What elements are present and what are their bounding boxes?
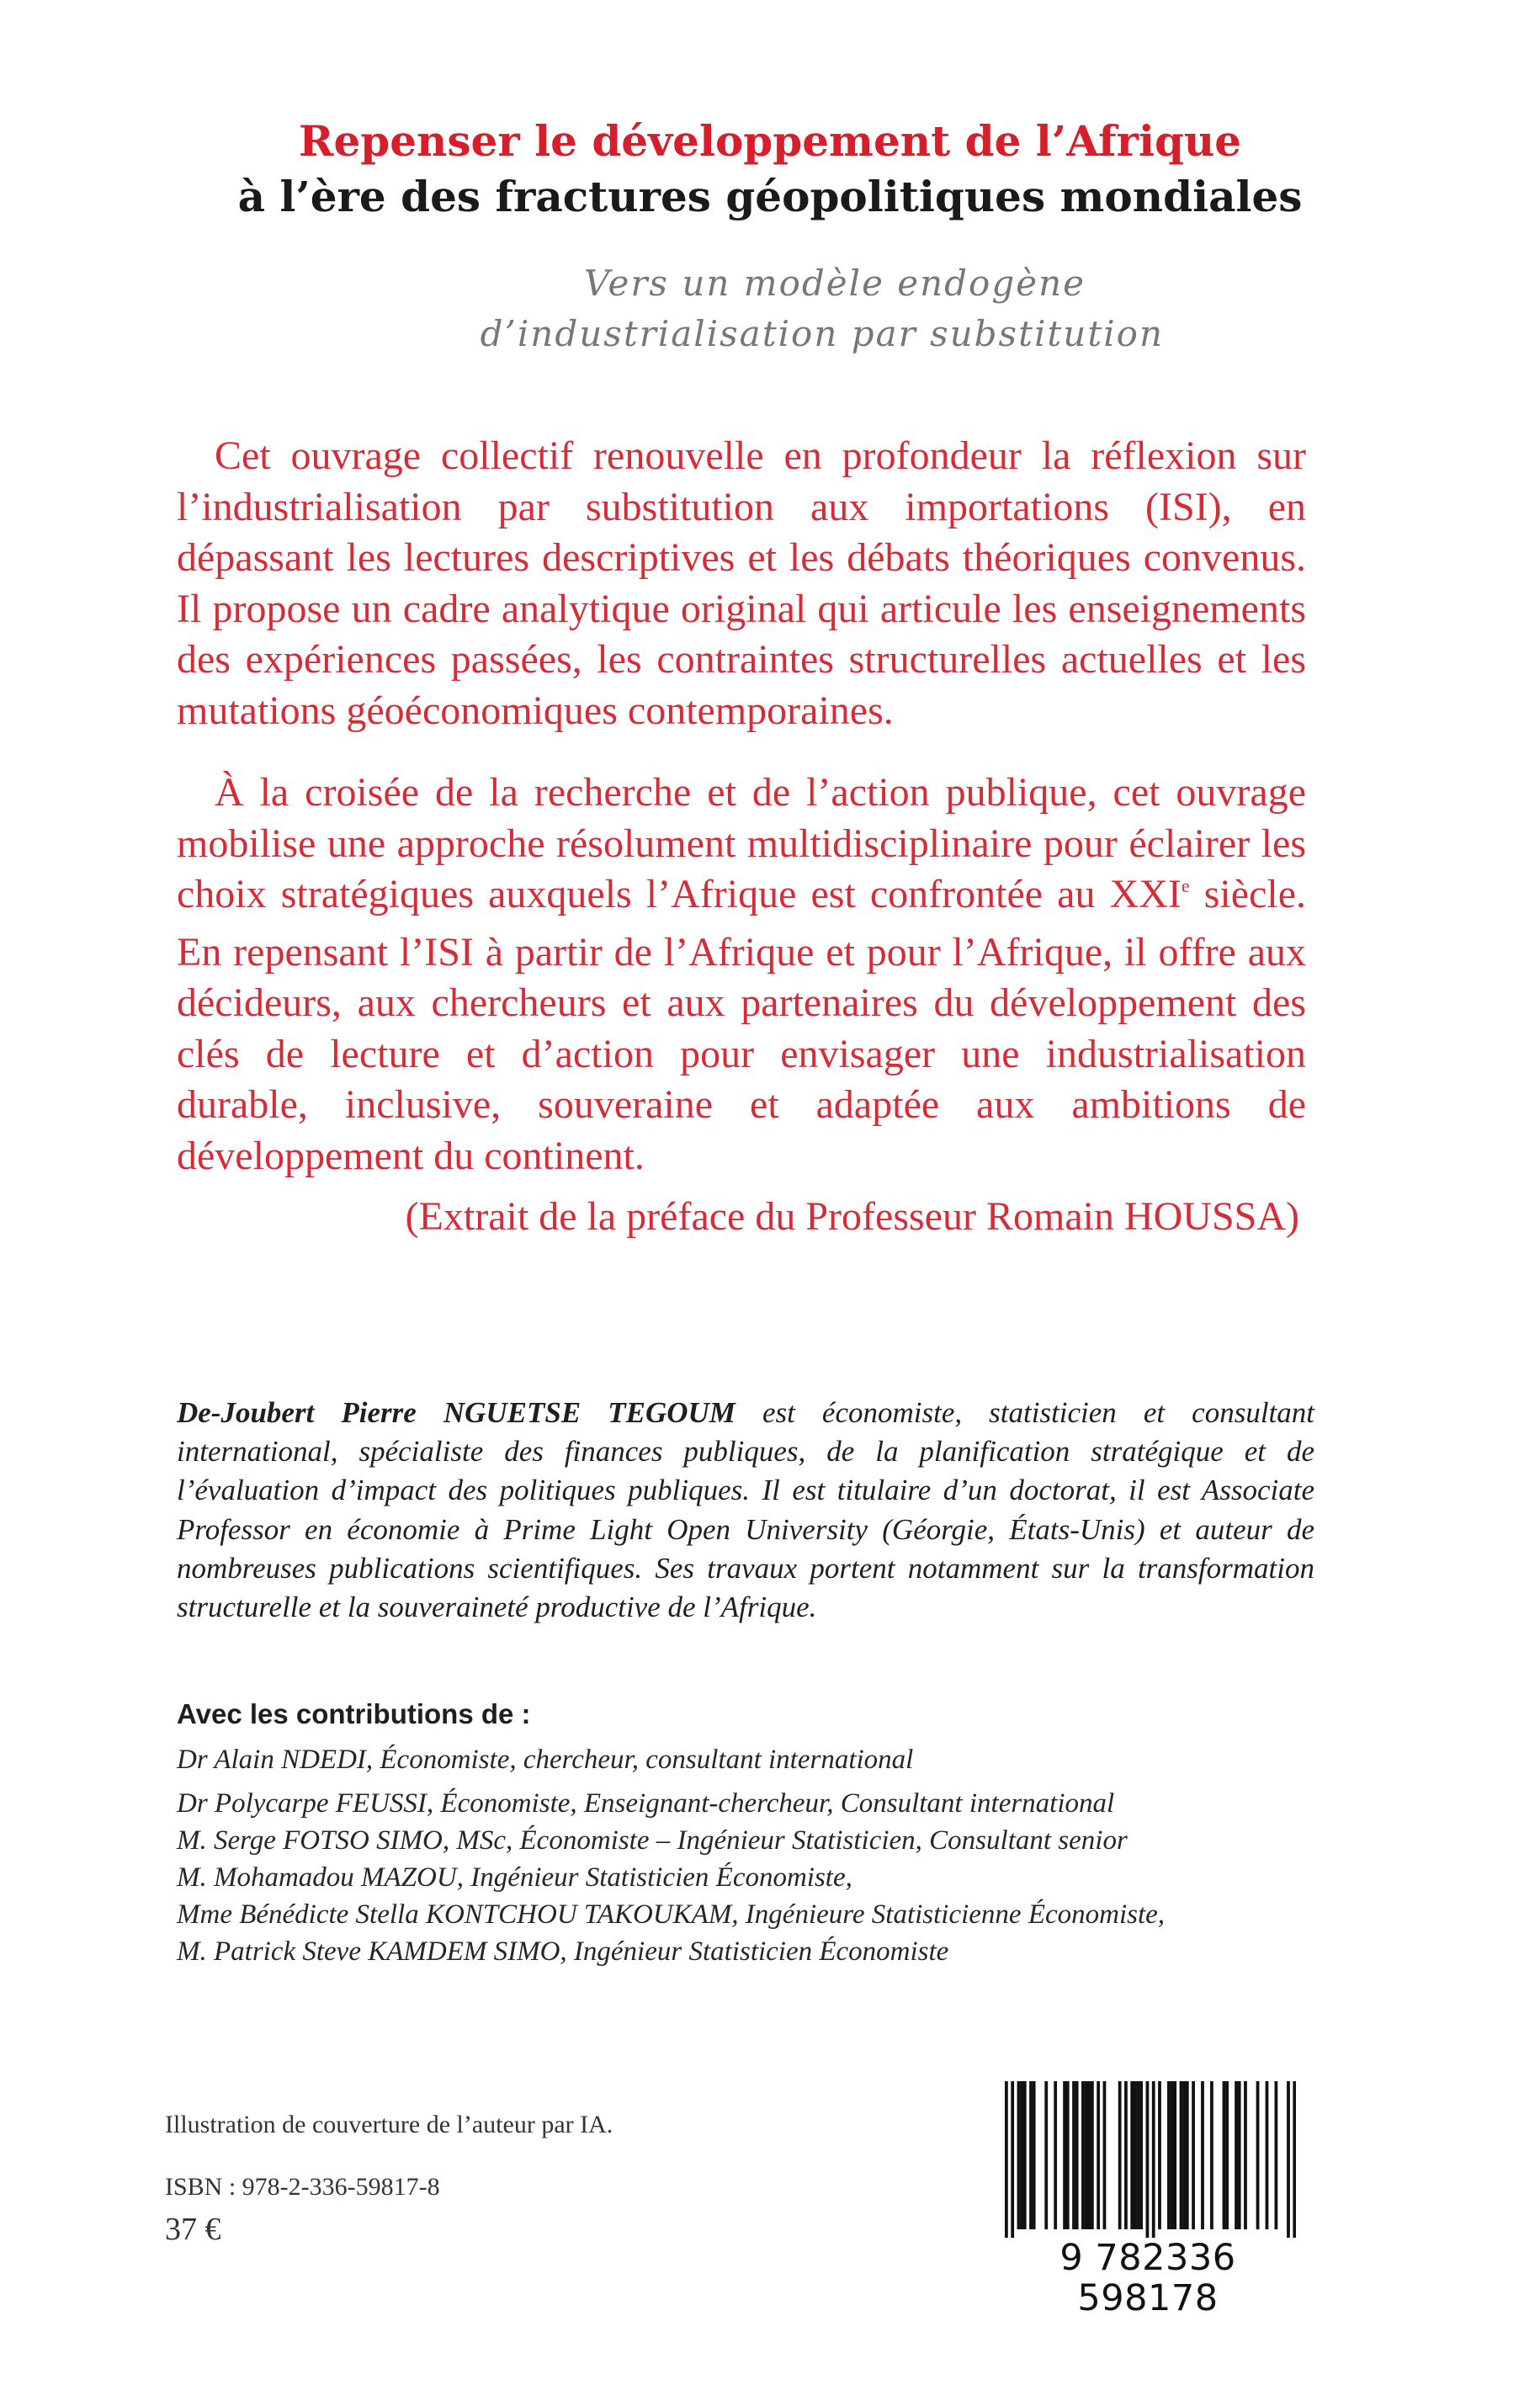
barcode-bar [1225,2081,1229,2229]
barcode-bar [1085,2081,1088,2229]
barcode-bar [1201,2081,1204,2229]
contributor-item: Dr Polycarpe FEUSSI, Économiste, Enseignant-chercheur, Consultant international [177,1788,1115,1819]
contributor-item: M. Patrick Steve KAMDEM SIMO, Ingénieur Statisticien Économiste [177,1936,949,1967]
contributor-item: M. Serge FOTSO SIMO, MSc, Économiste – Ingénieur Statisticien, Consultant senior [177,1825,1128,1856]
barcode-bar [1158,2081,1161,2229]
blurb-paragraph-1 [177,431,1306,736]
barcode-bar [1235,2081,1238,2229]
barcode-bar [1063,2081,1066,2229]
barcode-bar [1087,2081,1091,2229]
barcode-bar [1081,2081,1085,2229]
barcode-bar [1186,2081,1189,2229]
contributor-item: Dr Alain NDEDI, Économiste, chercheur, consultant international [177,1745,914,1775]
isbn: ISBN : 978-2-336-59817-8 [165,2173,440,2201]
barcode-bar [1137,2081,1140,2229]
contributor-item: M. Mohamadou MAZOU, Ingénieur Statisticien Économiste, [177,1862,852,1893]
barcode-bar [1293,2081,1296,2238]
barcode-bar [1072,2081,1075,2229]
barcode-bar [1171,2081,1174,2229]
subtitle-line-1: Vers un modèle endogène [584,263,1086,304]
blurb-paragraph-2-text-b: siècle. En repensant l’ISI à partir de l’Afrique et pour l’Afrique, il offre aux décideurs, aux chercheurs et aux partenaires du développement des clés de lecture et d’action pour envisager une industrialisation durable, inclusive, souveraine et adaptée aux ambitions de développement du continent. [177,872,1307,1178]
barcode-bar [1091,2081,1094,2229]
contributions-heading: Avec les contributions de : [177,1698,531,1729]
barcode-bar [1152,2081,1155,2238]
barcode-bar [1146,2081,1150,2238]
barcode-bar [1192,2081,1195,2229]
barcode-bar [1238,2081,1241,2229]
contributor-item: Mme Bénédicte Stella KONTCHOU TAKOUKAM, Ingénieure Statisticienne Économiste, [177,1899,1166,1930]
barcode [986,2081,1309,2319]
subtitle-line-2: d’industrialisation par substitution [480,313,1164,354]
contributions-list [177,1741,1165,1970]
barcode-bar [1020,2081,1023,2229]
barcode-bar [1139,2081,1143,2229]
barcode-bar [1256,2081,1260,2229]
barcode-bar [1029,2081,1033,2229]
barcode-bar [1005,2081,1008,2238]
barcode-bar [1033,2081,1036,2229]
barcode-bar [1130,2081,1134,2229]
blurb-paragraph-1-text: Cet ouvrage collectif renouvelle en profondeur la réflexion sur l’industrialisation par substitution aux importations (ISI), en dépassant les lectures descriptives et les débats théoriques convenus. Il propose un cadre analytique original qui articule les enseignements des expériences passées, les contraintes structurelles actuelles et les mutations géoéconomiques contemporaines. [177,433,1306,733]
barcode-bar [1017,2081,1021,2229]
blurb-paragraph-2 [177,768,1306,1182]
barcode-bar [1287,2081,1290,2238]
barcode-bar [1210,2081,1213,2229]
barcode-bar [1075,2081,1079,2229]
century-superscript: e [1181,875,1190,896]
barcode-bar [1103,2081,1107,2229]
barcode-bar [1134,2081,1137,2229]
barcode-bar [1182,2081,1186,2229]
barcode-bar [1173,2081,1176,2229]
barcode-bar [1180,2081,1183,2229]
barcode-bar [1054,2081,1057,2229]
author-name: De-Joubert Pierre NGUETSE TEGOUM [177,1396,735,1429]
barcode-bar [1223,2081,1226,2229]
barcode-bar [1023,2081,1027,2229]
price: 37 € [165,2212,221,2247]
barcode-bar [1097,2081,1100,2229]
blurb-paragraph-2-text-a: À la croisée de la recherche et de l’action publique, cet ouvrage mobilise une approche résolument multidisciplinaire pour éclairer les choix stratégiques auxquels l’Afrique est confrontée au XXI [177,770,1306,916]
author-bio [177,1394,1314,1627]
barcode-bar [1124,2081,1128,2229]
barcode-digits: 9 782336 598178 [1059,2237,1236,2319]
title-line-1: Repenser le développement de l’Afrique [298,116,1242,166]
preface-attribution: (Extrait de la préface du Professeur Romain HOUSSA) [405,1194,1299,1239]
barcode-bar [1011,2081,1014,2238]
illustration-credit: Illustration de couverture de l’auteur par IA. [165,2111,613,2138]
title-line-2: à l’ère des fractures géopolitiques mondiales [237,172,1303,221]
barcode-bars [1005,2081,1296,2238]
barcode-bar [1044,2081,1048,2229]
barcode-bar [1167,2081,1171,2229]
barcode-bar [1244,2081,1247,2229]
barcode-bar [1266,2081,1269,2229]
author-bio-text: est économiste, statisticien et consultant international, spécialiste des finances publiques, de la planification stratégique et de l’évaluation d’impact des politiques publiques. Il est titulaire d’un doctorat, il est Associate Professor en économie à Prime Light Open University (Géorgie, États-Unis) et auteur de nombreuses publications scientifiques. Ses travaux portent notamment sur la transformation structurelle et la souveraineté productive de l’Afrique. [177,1396,1314,1624]
barcode-bar [1118,2081,1122,2229]
barcode-bar [1275,2081,1278,2229]
barcode-bar [1066,2081,1070,2229]
